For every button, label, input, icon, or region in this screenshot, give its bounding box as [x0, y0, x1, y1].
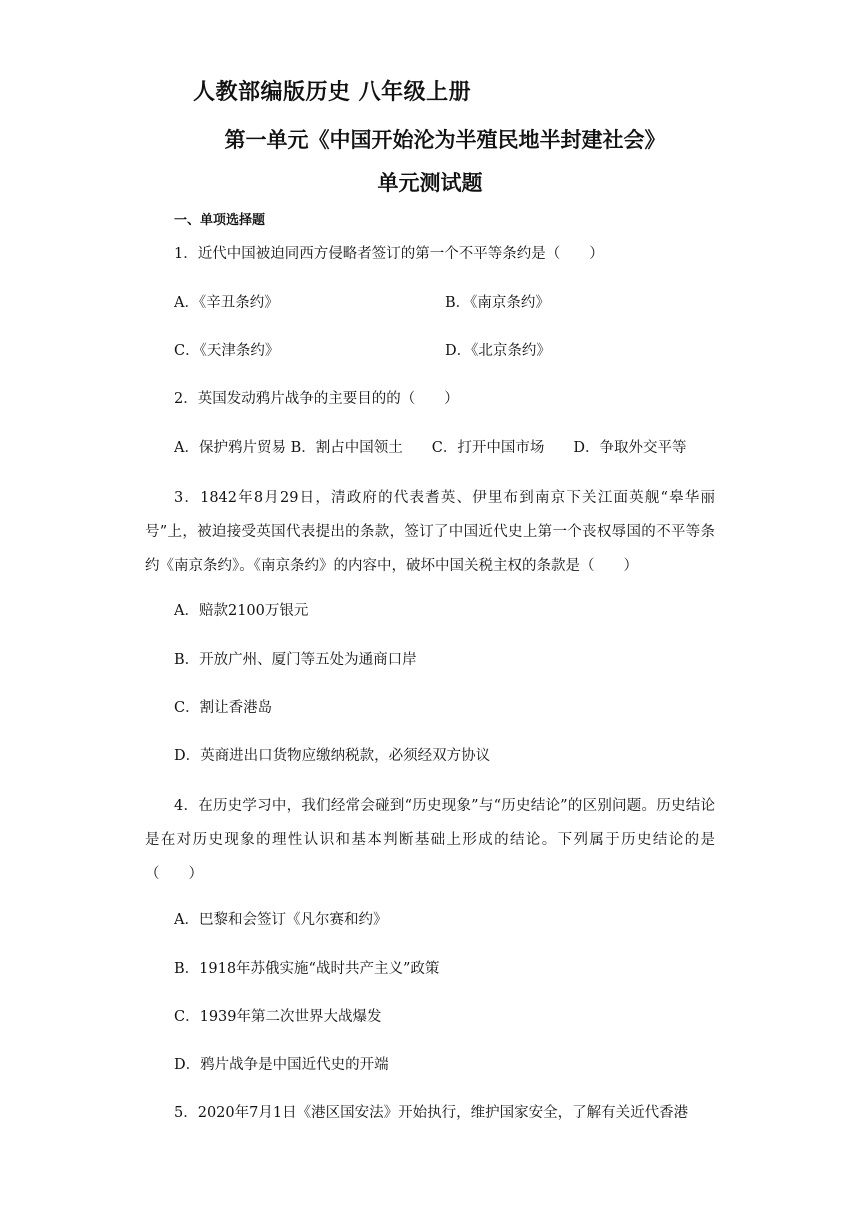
question-1-option-b: B．《南京条约》	[445, 295, 550, 311]
question-4-option-b: B．1918年苏俄实施“战时共产主义”政策	[174, 961, 440, 977]
question-4-option-a: A．巴黎和会签订《凡尔赛和约》	[174, 912, 388, 928]
question-1-option-c: C．《天津条约》	[174, 343, 280, 359]
question-1-option-d: D．《北京条约》	[445, 343, 551, 359]
question-3-option-b: B．开放广州、厦门等五处为通商口岸	[174, 652, 417, 668]
question-3-stem: 3．1842年8月29日，清政府的代表耆英、伊里布到南京下关江面英舰“皋华丽号”上，被迫接受英国代表提出的条款，签订了中国近代史上第一个丧权辱国的不平等条约《南京条约》。《南京条约》的内容中，破坏中国关税主权的条款是（ ）	[145, 490, 715, 574]
question-1-option-a: A．《辛丑条约》	[174, 295, 279, 311]
question-3-option-a: A．赔款2100万银元	[174, 603, 309, 619]
question-3-option-c: C．割让香港岛	[174, 700, 273, 716]
question-4-option-c: C．1939年第二次世界大战爆发	[174, 1009, 382, 1025]
test-title: 单元测试题	[377, 171, 483, 195]
question-3-option-d: D．英商进出口货物应缴纳税款，必须经双方协议	[174, 748, 491, 764]
question-4-option-d: D．鸦片战争是中国近代史的开端	[174, 1057, 389, 1073]
question-2-options: A．保护鸦片贸易 B．割占中国领土 C．打开中国市场 D．争取外交平等	[174, 440, 687, 456]
section-heading: 一、单项选择题	[174, 213, 266, 228]
document-title: 人教部编版历史 八年级上册	[193, 80, 472, 105]
unit-title: 第一单元《中国开始沦为半殖民地半封建社会》	[224, 128, 666, 152]
question-5-stem: 5．2020年7月1日《港区国安法》开始执行，维护国家安全，了解有关近代香港	[174, 1105, 689, 1121]
question-4-stem: 4．在历史学习中，我们经常会碰到“历史现象”与“历史结论”的区别问题。历史结论是在对历史现象的理性认识和基本判断基础上形成的结论。下列属于历史结论的是（ ）	[145, 798, 715, 882]
question-2-stem: 2．英国发动鸦片战争的主要目的的（ ）	[174, 391, 459, 407]
question-1-stem: 1．近代中国被迫同西方侵略者签订的第一个不平等条约是（ ）	[174, 246, 604, 262]
